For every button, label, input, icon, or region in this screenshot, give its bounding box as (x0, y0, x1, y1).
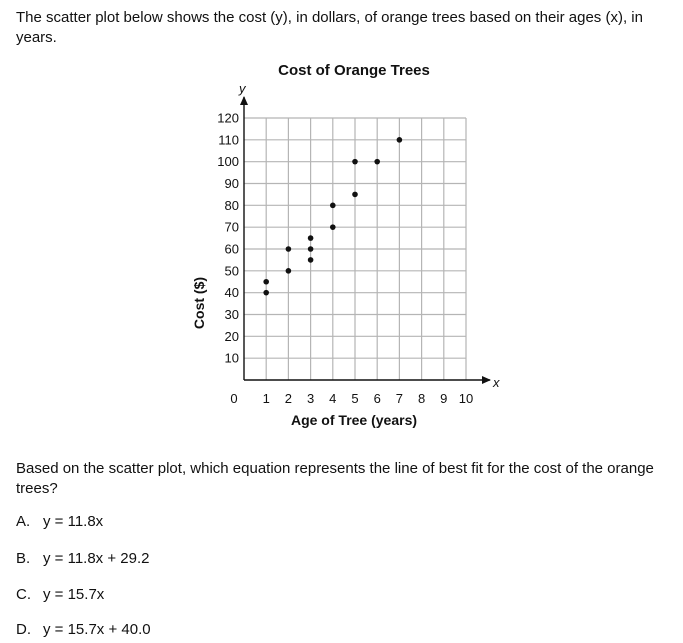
x-tick-label: 7 (395, 391, 404, 406)
x-axis-symbol: x (493, 375, 500, 390)
y-tick-label: 120 (217, 110, 239, 126)
y-tick-label: 70 (224, 219, 239, 235)
y-tick-label: 30 (224, 307, 239, 322)
data-point (330, 203, 336, 209)
y-axis-symbol: y (239, 81, 246, 96)
y-tick-label: 50 (224, 263, 239, 279)
y-tick-label: 60 (224, 241, 239, 257)
data-point (397, 137, 403, 143)
data-point (263, 279, 269, 285)
y-tick-label: 110 (218, 132, 239, 148)
x-tick-label: 2 (284, 391, 293, 406)
x-tick-label: 8 (417, 391, 426, 406)
chart-grid (244, 118, 466, 380)
data-point (263, 290, 269, 296)
x-tick-label: 3 (306, 391, 315, 406)
choice-c[interactable] (16, 585, 104, 605)
x-tick-label: 1 (262, 391, 270, 406)
choice-a-letter: A. (16, 513, 31, 530)
y-tick-label: 80 (224, 197, 239, 213)
choice-d-letter: D. (16, 621, 31, 638)
choice-b-text: y = 11.8x + 29.2 (43, 550, 150, 567)
data-point (374, 159, 380, 165)
question-text: Based on the scatter plot, which equation represents the line of best fit for the cost of the orange trees? (16, 460, 654, 497)
y-tick-label: 40 (224, 285, 239, 301)
choice-b-letter: B. (16, 550, 31, 567)
data-point (286, 246, 292, 252)
y-tick-label: 90 (224, 176, 239, 191)
scatter-chart (0, 55, 683, 445)
y-axis-label: Cost ($) (191, 276, 207, 330)
choice-b[interactable] (16, 549, 149, 569)
data-point (308, 257, 314, 263)
x-axis-label: Age of Tree (years) (290, 412, 418, 428)
data-point (352, 159, 358, 165)
origin-label: 0 (230, 391, 238, 406)
choice-d[interactable] (16, 620, 151, 640)
choice-a[interactable] (16, 512, 103, 532)
data-point (308, 235, 314, 241)
choice-a-text: y = 11.8x (43, 513, 104, 530)
intro-text: The scatter plot below shows the cost (y), in dollars, of orange trees based on their ages (x), in years. (16, 9, 643, 46)
data-point (352, 192, 358, 198)
choice-d-text: y = 15.7x + 40.0 (43, 621, 151, 638)
x-tick-label: 10 (458, 391, 474, 406)
x-tick-label: 9 (440, 391, 448, 406)
y-tick-label: 20 (224, 328, 239, 344)
x-tick-label: 6 (373, 391, 381, 406)
chart-title: Cost of Orange Trees (278, 62, 430, 79)
y-tick-label: 10 (224, 350, 239, 366)
choice-c-text: y = 15.7x (43, 586, 105, 603)
choice-c-letter: C. (16, 586, 31, 603)
x-tick-label: 5 (351, 391, 359, 406)
data-point (330, 224, 336, 230)
data-point (308, 246, 314, 252)
y-tick-label: 100 (217, 154, 239, 170)
data-point (286, 268, 292, 274)
chart-tick-labels (217, 111, 473, 407)
x-tick-label: 4 (329, 391, 337, 406)
